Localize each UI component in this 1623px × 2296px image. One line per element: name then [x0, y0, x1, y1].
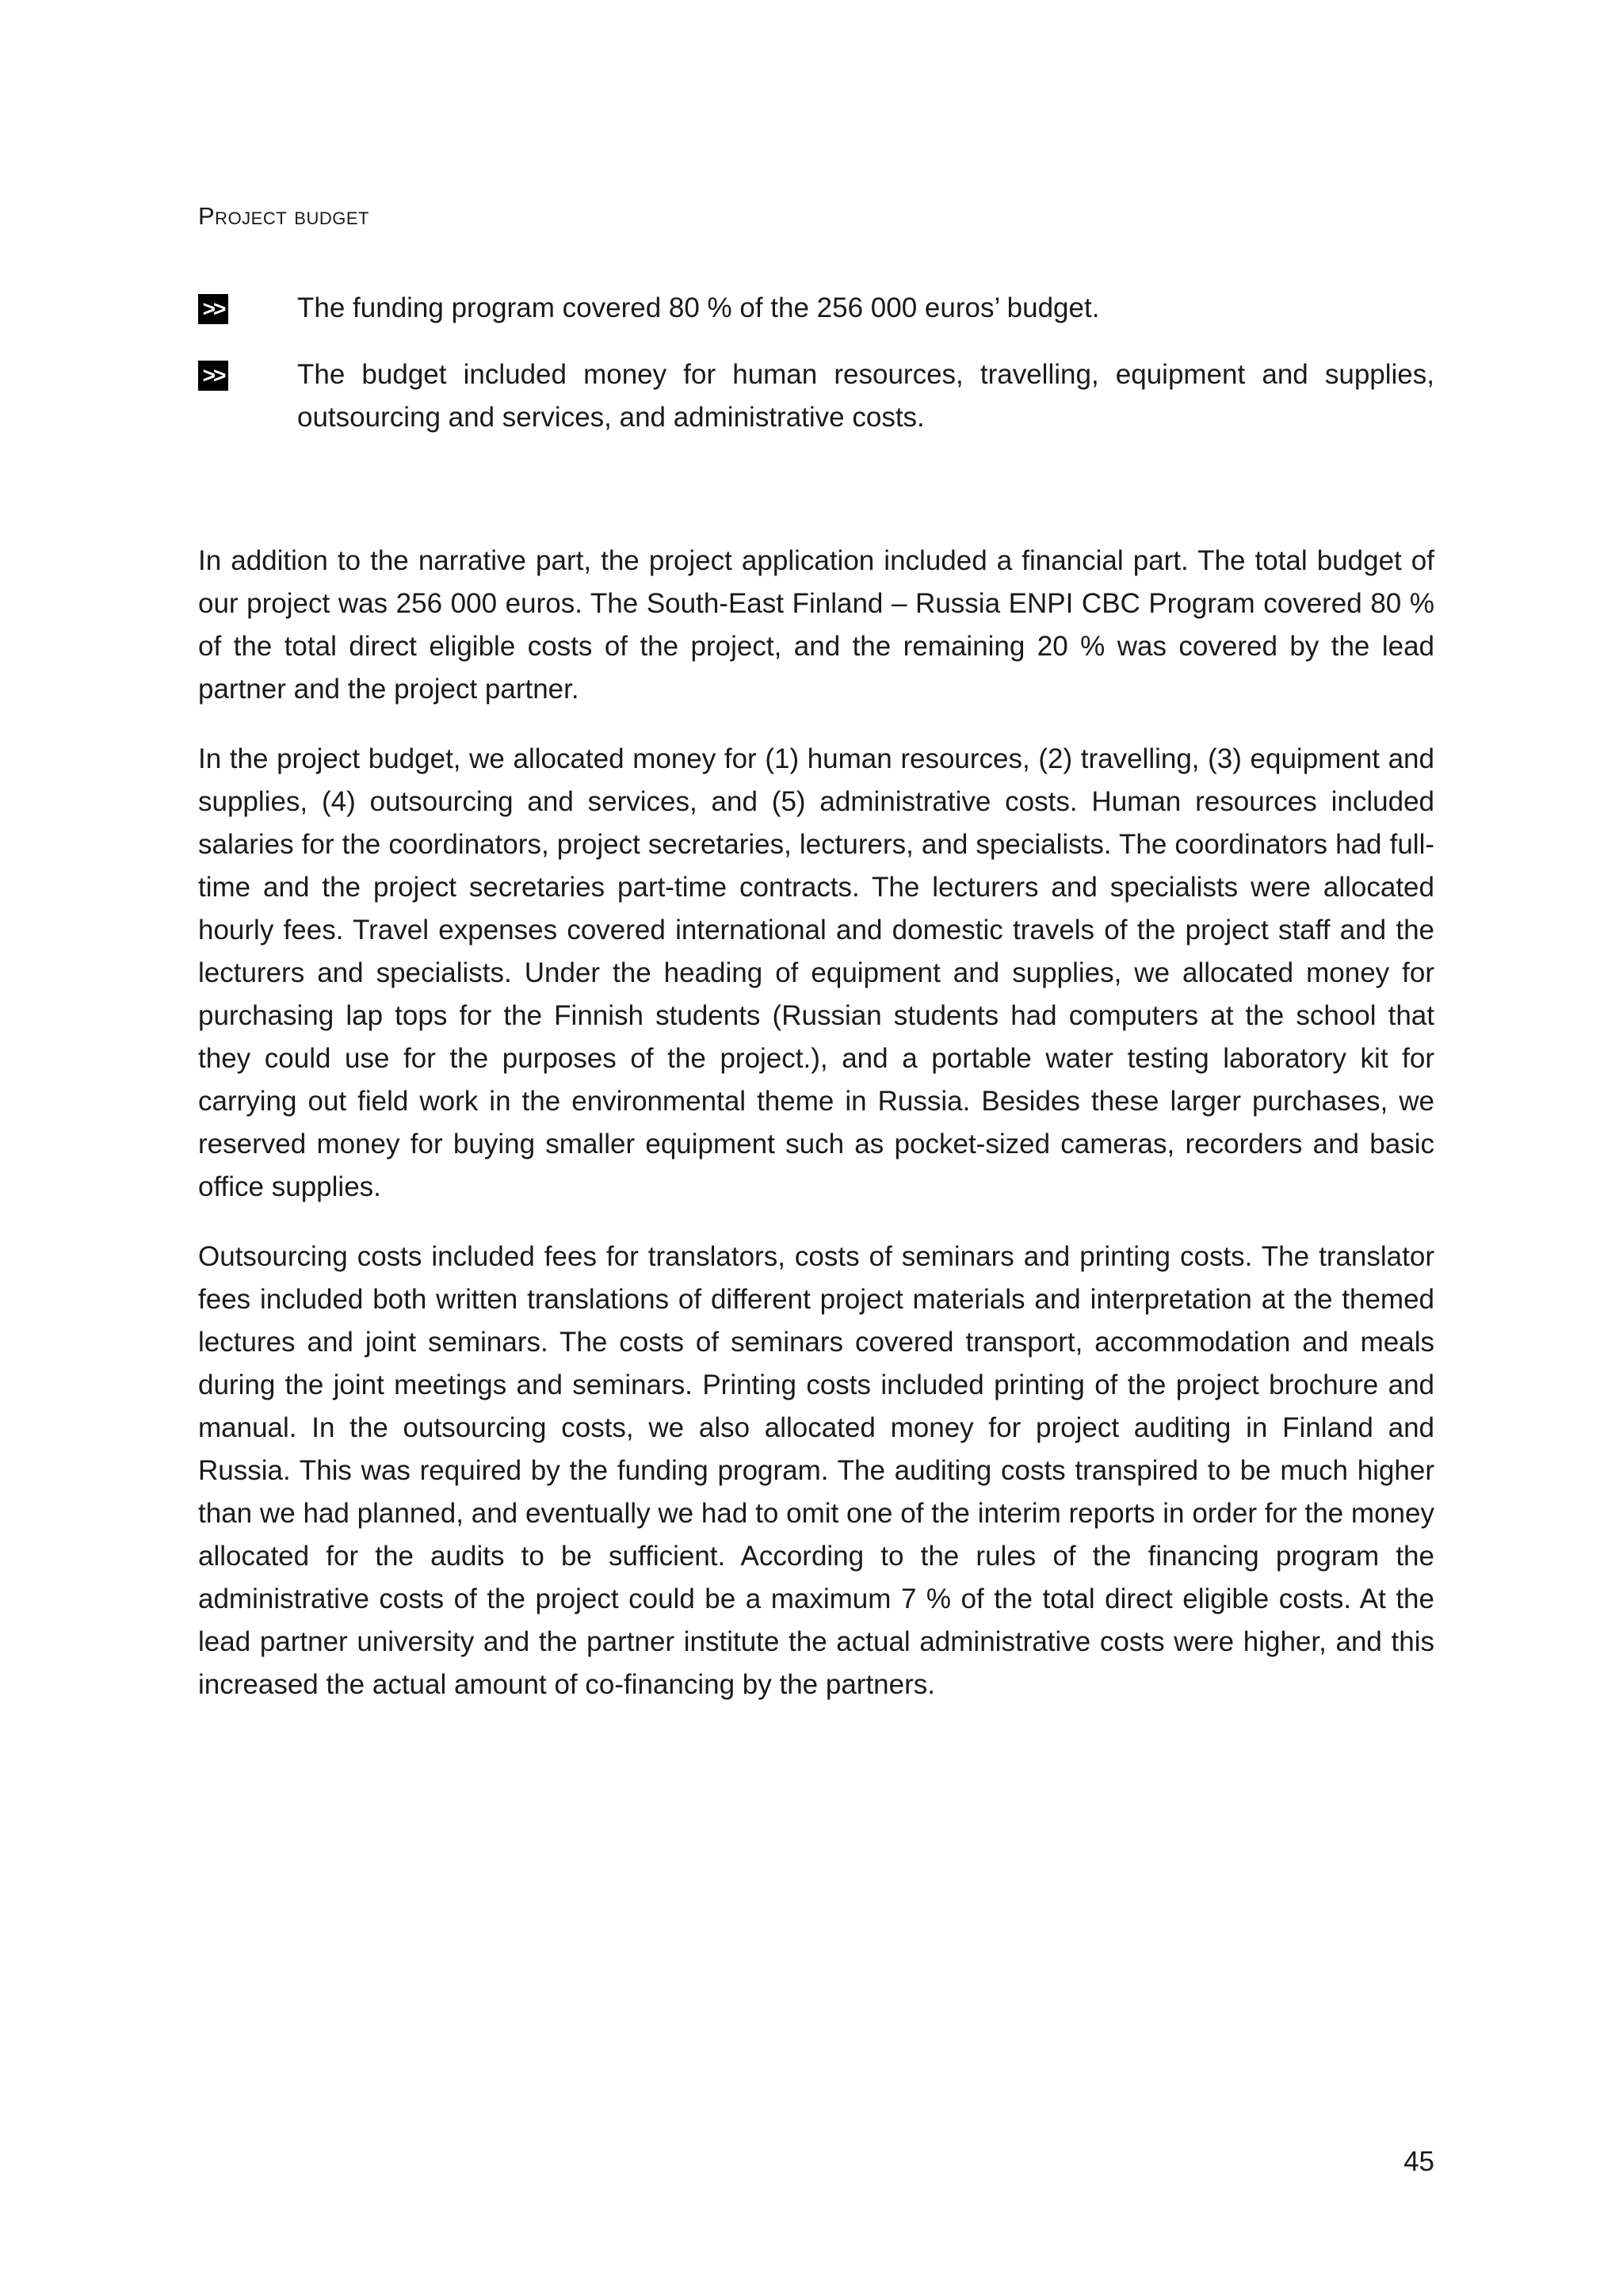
section-heading: Project budget [198, 202, 369, 230]
double-chevron-icon: >> [198, 361, 228, 391]
body-paragraph: In addition to the narrative part, the project application included a financial part. The total budget of our project was 256 000 euros. The South-East Finland – Russia ENPI CBC Program covered 80 % of the total direct eligible costs of the project, and the remaining 20 % was covered by the lead partner and the project partner. [198, 545, 1434, 705]
body-paragraph: Outsourcing costs included fees for translators, costs of seminars and printing costs. The translator fees included both written translations of different project materials and interpretation at the themed lectures and joint seminars. The costs of seminars covered transport, accommodation and meals during the joint meetings and seminars. Printing costs included printing of the project brochure and manual. In the outsourcing costs, we also allocated money for project auditing in Finland and Russia. This was required by the funding program. The auditing costs transpired to be much higher than we had planned, and eventually we had to omit one of the interim reports in order for the money allocated for the audits to be sufficient. According to the rules of the financing program the administrative costs of the project could be a maximum 7 % of the total direct eligible costs. At the lead partner university and the partner institute the actual administrative costs were higher, and this increased the actual amount of co-financing by the partners. [198, 1241, 1434, 1700]
summary-bullet-list [198, 287, 1434, 463]
body-paragraph: In the project budget, we allocated money for (1) human resources, (2) travelling, (3) equipment and supplies, (4) outsourcing and services, and (5) administrative costs. Human resources included salaries for the coordinators, project secretaries, lecturers, and specialists. The coordinators had full-time and the project secretaries part-time contracts. The lecturers and specialists were allocated hourly fees. Travel expenses covered international and domestic travels of the project staff and the lecturers and specialists. Under the heading of equipment and supplies, we allocated money for purchasing lap tops for the Finnish students (Russian students had computers at the school that they could use for the purposes of the project.), and a portable water testing laboratory kit for carrying out field work in the environmental theme in Russia. Besides these larger purchases, we reserved money for buying smaller equipment such as pocket-sized cameras, recorders and basic office supplies. [198, 743, 1434, 1202]
bullet-text: The budget included money for human resources, travelling, equipment and supplies, outsourcing and services, and administrative costs. [297, 359, 1434, 433]
body-text [198, 540, 1434, 1733]
bullet-text: The funding program covered 80 % of the 256 000 euros’ budget. [297, 292, 1100, 323]
summary-bullet [198, 353, 1434, 439]
page-number: 45 [1403, 2146, 1434, 2177]
summary-bullet [198, 287, 1434, 330]
double-chevron-icon: >> [198, 294, 228, 324]
